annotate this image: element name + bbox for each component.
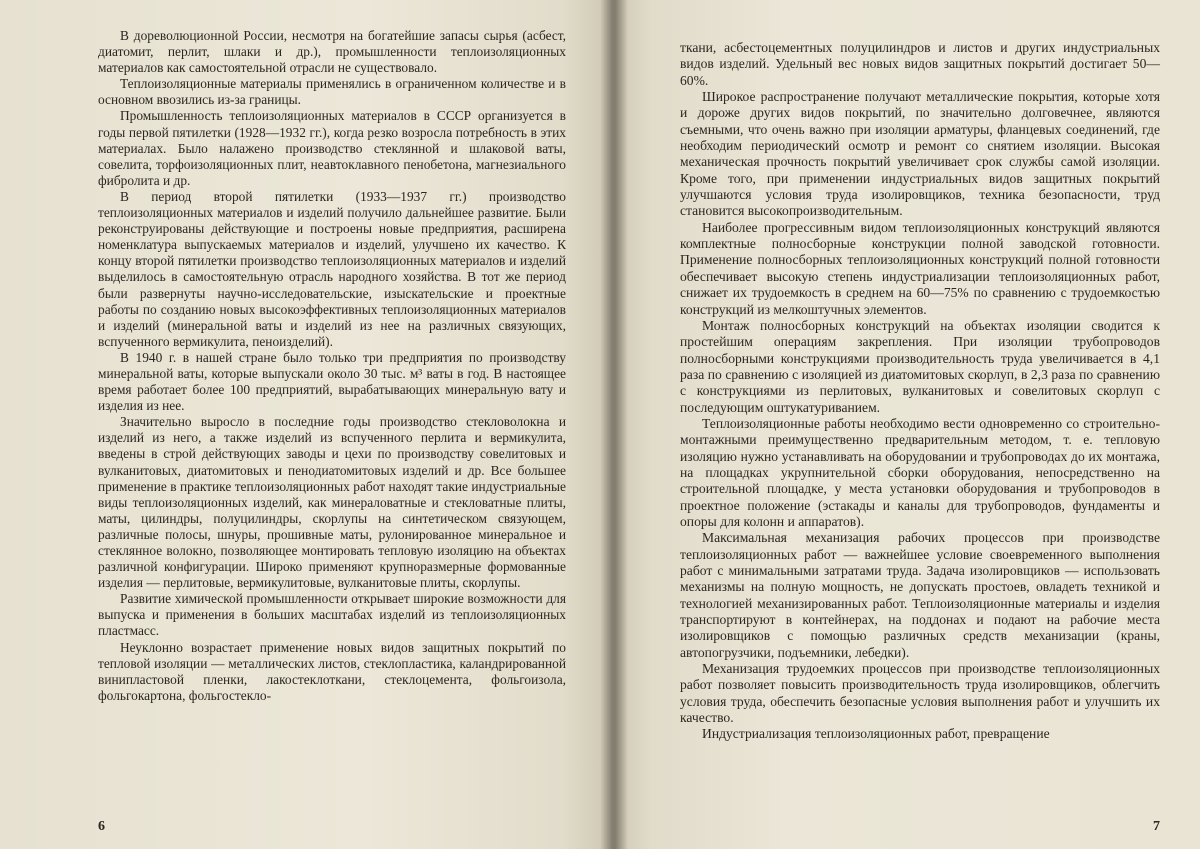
right-page: [610, 0, 1200, 849]
paragraph: Наиболее прогрессивным видом теплоизоляционных конструкций являются комплектные полносборные конструкции полной заводской готовности. Применение полносборных теплоизоляционных конструкций полной готовности обеспечивает высокую степень индустриализации теплоизоляционных работ, снижает их трудоемкость в среднем на 60—75% по сравнению с трудоемкостью конструкций из мелкоштучных элементов.: [680, 219, 1160, 317]
left-page-text: [98, 28, 566, 704]
paragraph: Широкое распространение получают металлические покрытия, которые хотя и дороже других видов покрытий, по значительно долговечнее, являются съемными, что очень важно при изоляции арматуры, фланцевых соединений, где необходим периодический осмотр и ремонт со снятием изоляции. Высокая механическая прочность покрытий увеличивает срок службы самой изоляции. Кроме того, при применении индустриальных видов защитных покрытий улучшаются условия труда изолировщиков, техника безопасности, труд становится высокопроизводительным.: [680, 89, 1160, 219]
right-page-text: [680, 40, 1160, 743]
paragraph: Промышленность теплоизоляционных материалов в СССР организуется в годы первой пятилетки (1928—1932 гг.), когда резко возросла потребность в этих материалах. Было налажено производство стеклянной и шлаковой ваты, совелита, торфоизоляционных плит, неавтоклавного пенобетона, магнезиального фибролита и др.: [98, 108, 566, 188]
paragraph: Неуклонно возрастает применение новых видов защитных покрытий по тепловой изоляции — металлических листов, стеклопластика, каландрированной винипластовой пленки, лакостеклоткани, стеклоцемента, фольгоизола, фольгокартона, фольгостекло-: [98, 639, 566, 703]
paragraph: В дореволюционной России, несмотря на богатейшие запасы сырья (асбест, диатомит, перлит, шлаки и др.), промышленности теплоизоляционных материалов как самостоятельной отрасли не существовало.: [98, 28, 566, 76]
paragraph: Монтаж полносборных конструкций на объектах изоляции сводится к простейшим операциям закрепления. При изоляции трубопроводов полносборными конструкциями производительность труда увеличивается в 4,1 раза по сравнению с изоляцией из диатомитовых скорлуп, в 2,3 раза по сравнению с конструкциями из перлитовых, вулканитовых и совелитовых скорлуп с последующим оштукатуриванием.: [680, 317, 1160, 415]
paragraph: Теплоизоляционные работы необходимо вести одновременно со строительно-монтажными преимущественно предварительным методом, т. е. тепловую изоляцию нужно устанавливать на оборудовании и трубопроводах до их монтажа, на площадках укрупнительной сборки оборудования, непосредственно на строительной площадке, у места установки оборудования и трубопроводов в проектное положение (эстакады и каналы для трубопроводов, фундаменты и опоры для колонн и аппаратов).: [680, 415, 1160, 529]
page-number-left: 6: [98, 819, 105, 834]
paragraph: Значительно выросло в последние годы производство стекловолокна и изделий из него, а также изделий из вспученного перлита и вермикулита, введены в строй действующих заводы и цехи по производству совелитовых и вулканитовых, диатомитовых и пенодиатомитовых изделий и др. Все большее применение в практике теплоизоляционных работ находят такие индустриальные виды теплоизоляционных изделий, как минераловатные и стекловатные плиты, маты, цилиндры, полуцилиндры, скорлупы на синтетическом связующем, различные полосы, шнуры, прошивные маты, рулонированное минеральное и стеклянное волокно, позволяющее монтировать тепловую изоляцию на объектах различной конфигурации. Широко применяют крупноразмерные формованные изделия — перлитовые, вермикулитовые, вулканитовые плиты, скорлупы.: [98, 414, 566, 591]
paragraph: В период второй пятилетки (1933—1937 гг.) производство теплоизоляционных материалов и изделий получило дальнейшее развитие. Были реконструированы действующие и построены новые предприятия, расширена номенклатура выпускаемых материалов и изделий, улучшено их качество. К концу второй пятилетки производство теплоизоляционных материалов и изделий выделилось в самостоятельную отрасль народного хозяйства. В тот же период были развернуты научно-исследовательские, изыскательские и проектные работы по созданию новых высокоэффективных теплоизоляционных материалов и изделий (минеральной ваты и изделий из нее на различных связующих, вспученного вермикулита, пеноизделий).: [98, 188, 566, 349]
paragraph: Теплоизоляционные материалы применялись в ограниченном количестве и в основном ввозились из-за границы.: [98, 76, 566, 108]
paragraph: Развитие химической промышленности открывает широкие возможности для выпуска и применения в больших масштабах изделий из теплоизоляционных пластмасс.: [98, 591, 566, 639]
paragraph: Максимальная механизация рабочих процессов при производстве теплоизоляционных работ — важнейшее условие своевременного выполнения работ с минимальными затратами труда. Задача изолировщиков — использовать механизмы на полную мощность, не допускать простоев, овладеть техникой и технологией механизированных работ. Теплоизоляционные материалы и изделия транспортируют в контейнерах, на поддонах и подают на рабочие места изолировщиков с помощью различных средств механизации (краны, автопогрузчики, подъемники, лебедки).: [680, 530, 1160, 660]
paragraph: Индустриализация теплоизоляционных работ, превращение: [702, 726, 1050, 742]
page-number-right: 7: [1153, 819, 1160, 834]
paragraph: ткани, асбестоцементных полуцилиндров и листов и других индустриальных видов изделий. Удельный вес новых видов защитных покрытий достигает 50—60%.: [680, 40, 1160, 88]
paragraph: В 1940 г. в нашей стране было только три предприятия по производству минеральной ваты, которые выпускали около 30 тыс. м³ ваты в год. В настоящее время работает более 100 предприятий, вырабатывающих минеральную вату и изделия из нее.: [98, 349, 566, 414]
paragraph: Механизация трудоемких процессов при производстве теплоизоляционных работ позволяет повысить производительность труда изолировщиков, облегчить условия труда, обеспечить безопасные условия выполнения работ и улучшить их качество.: [680, 661, 1160, 726]
